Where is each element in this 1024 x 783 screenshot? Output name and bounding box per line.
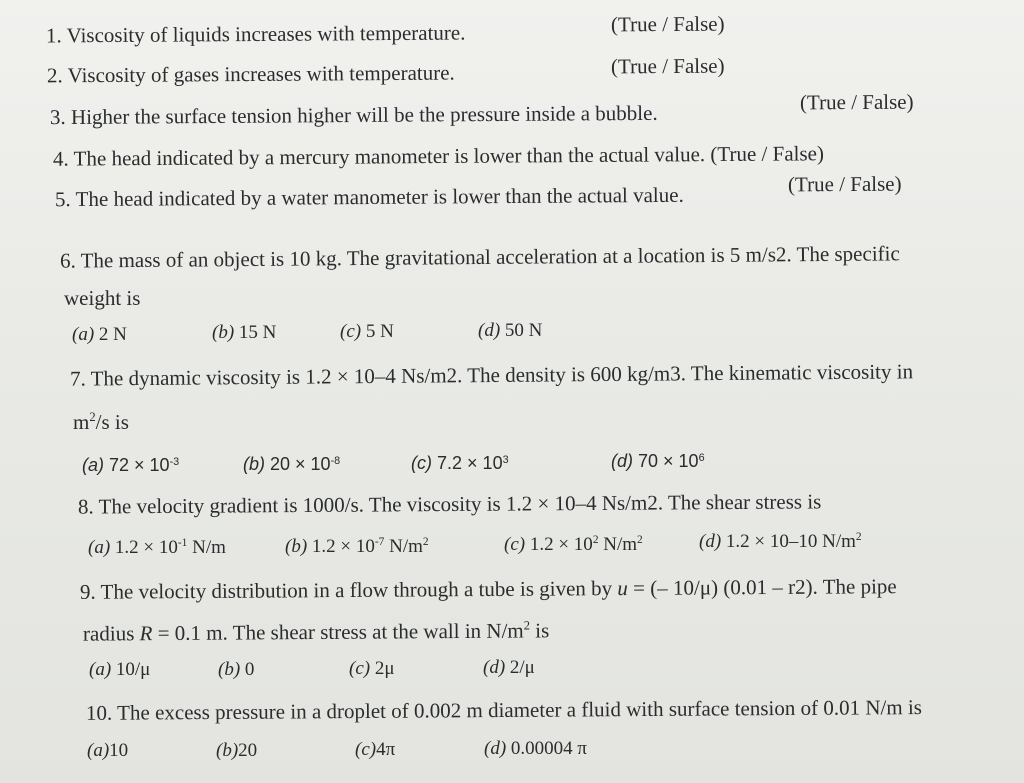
option-d: (d) 50 N [478,320,543,341]
true-false-choice: (True / False) [610,11,725,37]
question-number: 2. [46,63,63,88]
question-text: The head indicated by a water manometer is lower than the actual value. [75,182,684,212]
option-a: (a) 10/μ [89,659,151,680]
question-text: The velocity gradient is 1000/s. The viscosity is 1.2 × 10–4 Ns/m2. The shear stress is [98,489,822,519]
option-b: (b)20 [216,740,258,761]
question-9-continuation: radius R = 0.1 m. The shear stress at the wall in $N/m^2$ is [82,618,550,646]
option-d: (d) 0.00004 π [484,738,587,759]
option-b: (b) 15 N [212,322,277,343]
true-false-choice: (True / False) [710,141,825,167]
option-a: (a) 2 N [72,324,127,345]
question-1 [46,21,466,48]
true-false-choice: (True / False) [799,89,914,115]
option-d: (d) 1.2 × 10–10 $N/m^2$ [699,531,862,552]
question-5 [55,183,684,211]
question-6-continuation: weight is [64,286,141,310]
question-number: 10. [85,700,113,725]
question-text: The dynamic viscosity is 1.2 × 10–4 Ns/m2. The density is 600 kg/m3. The kinematic viscosity in [90,359,914,391]
question-text: Higher the surface tension higher will be the pressure inside a bubble. [70,100,658,129]
option-a: (a)10 [87,740,129,761]
question-8 [78,489,821,518]
option-d: (d) $70 \times 10^6$ [611,451,705,471]
question-2 [47,61,455,88]
option-a: (a) $72 \times 10^{-3}$ [82,455,180,475]
question-6 [60,241,900,272]
question-number: 5. [54,187,71,212]
option-c: (c) $7.2 \times 10^3$ [411,453,509,473]
question-text: The excess pressure in a droplet of 0.002 m diameter a fluid with surface tension of 0.01 N/m is [117,695,922,725]
option-c: (c) 2μ [349,658,395,679]
question-number: 4. [52,146,69,171]
question-4 [53,141,824,170]
true-false-choice: (True / False) [787,171,902,197]
question-number: 9. [79,579,96,604]
option-a: (a) $1.2 \times 10^{-1}$ N/m [88,537,226,558]
question-9 [80,574,897,604]
question-text: The mass of an object is 10 kg. The gravitational acceleration at a location is 5 m/s2. The specific [80,241,900,273]
option-b: (b) 0 [218,659,255,680]
option-d: (d) 2/μ [483,657,535,678]
question-number: 7. [69,366,86,391]
option-b: (b) $20 \times 10^{-8}$ [243,454,341,474]
question-number: 6. [59,248,76,273]
option-b: (b) $1.2 \times 10^{-7}$ $N/m^2$ [285,536,429,557]
question-7-continuation: $m^2/s$ is [73,410,129,434]
question-10 [86,695,922,725]
question-text: Viscosity of gases increases with temperature. [67,60,455,88]
option-c: (c)4π [355,739,396,760]
question-number: 8. [77,494,94,519]
option-c: (c) 5 N [340,321,394,342]
question-number: 1. [45,23,62,48]
true-false-choice: (True / False) [610,53,725,79]
question-text: The velocity distribution in a flow through a tube is given by u = (– 10/μ) (0.01 – r2). The pipe [100,574,897,604]
question-number: 3. [49,105,66,130]
question-3 [50,101,658,129]
question-text: The head indicated by a mercury manometer is lower than the actual value. [73,142,706,171]
question-text: Viscosity of liquids increases with temperature. [66,20,466,48]
question-7 [70,359,913,390]
option-c: (c) $1.2 \times 10^2$ $N/m^2$ [504,534,643,555]
